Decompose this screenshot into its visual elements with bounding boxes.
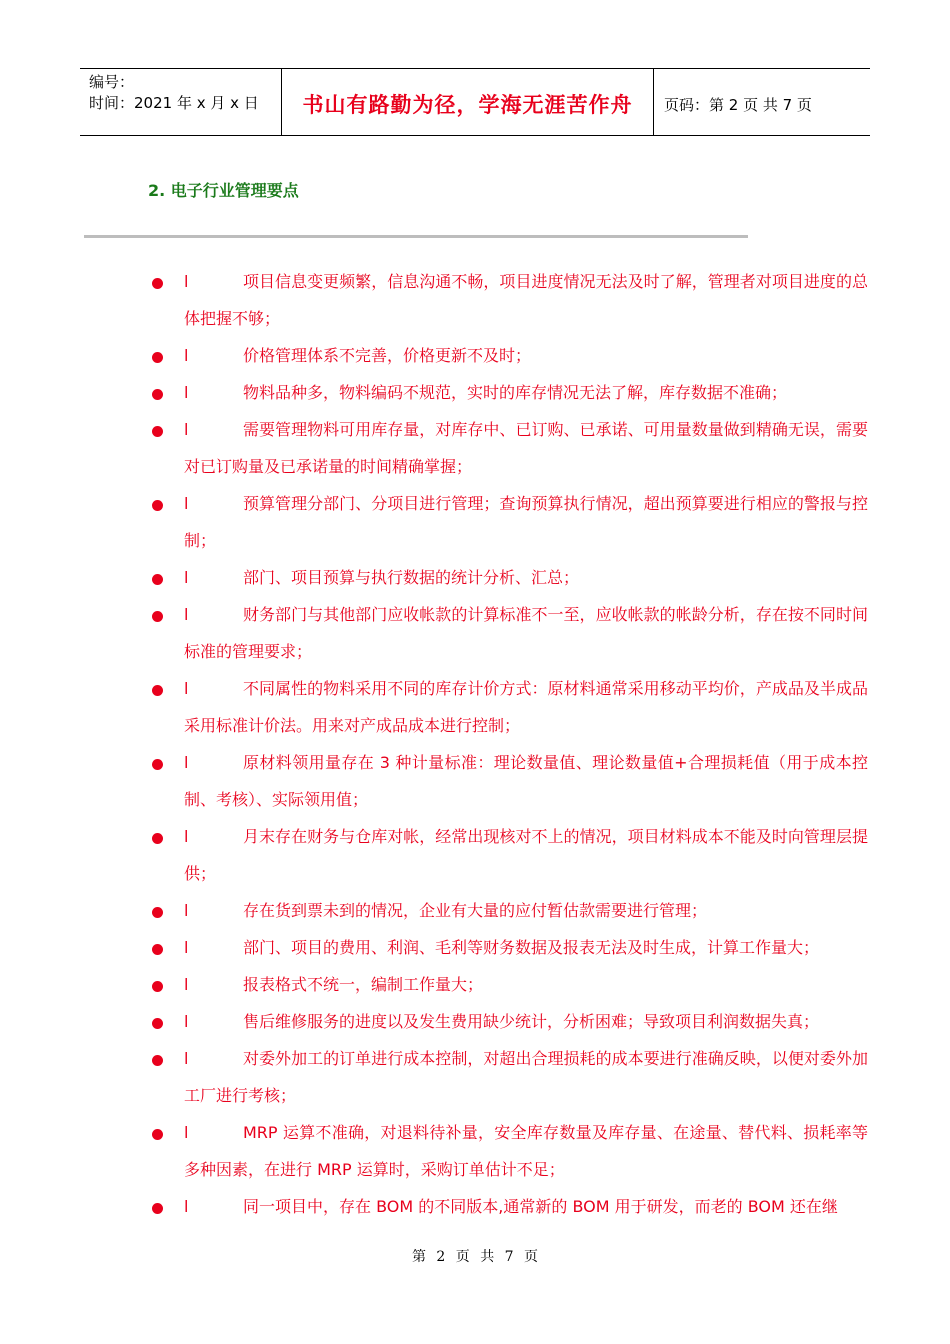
bullet-dot-icon — [152, 611, 163, 622]
bullet-dot-icon — [152, 1203, 163, 1214]
bullet-list — [0, 263, 950, 1225]
list-item — [0, 892, 950, 929]
list-item-text: MRP 运算不准确，对退料待补量，安全库存数量及库存量、在途量、替代料、损耗率等多种因素，在进行 MRP 运算时，采购订单估计不足； — [184, 1123, 868, 1179]
list-item-marker: l — [184, 568, 189, 587]
list-item-text: 同一项目中，存在 BOM 的不同版本,通常新的 BOM 用于研发，而老的 BOM 还在继 — [243, 1197, 838, 1216]
list-item-text: 项目信息变更频繁，信息沟通不畅，项目进度情况无法及时了解，管理者对项目进度的总体把握不够； — [184, 272, 868, 328]
list-item — [0, 1188, 950, 1225]
list-item-text: 月末存在财务与仓库对帐，经常出现核对不上的情况，项目材料成本不能及时向管理层提供； — [184, 827, 868, 883]
list-item-marker: l — [184, 420, 189, 439]
list-item-text: 原材料领用量存在 3 种计量标准：理论数量值、理论数量值+合理损耗值（用于成本控制、考核）、实际领用值； — [184, 753, 868, 809]
bullet-dot-icon — [152, 981, 163, 992]
list-item-text: 需要管理物料可用库存量，对库存中、已订购、已承诺、可用量数量做到精确无误，需要对已订购量及已承诺量的时间精确掌握； — [184, 420, 868, 476]
list-item-marker: l — [184, 975, 189, 994]
list-item-text: 报表格式不统一，编制工作量大； — [243, 975, 484, 994]
list-item-text: 存在货到票未到的情况，企业有大量的应付暂估款需要进行管理； — [243, 901, 708, 920]
bullet-dot-icon — [152, 500, 163, 511]
list-item-marker: l — [184, 1012, 189, 1031]
list-item — [0, 374, 950, 411]
list-item — [0, 337, 950, 374]
list-item — [0, 744, 950, 818]
bullet-dot-icon — [152, 1129, 163, 1140]
list-item — [0, 559, 950, 596]
list-item-text: 财务部门与其他部门应收帐款的计算标准不一至，应收帐款的帐龄分析，存在按不同时间标准的管理要求； — [184, 605, 868, 661]
header-page-info: 页码：第 2 页 共 7 页 — [664, 95, 812, 114]
page-footer: 第 2 页 共 7 页 — [411, 1249, 539, 1265]
bullet-dot-icon — [152, 352, 163, 363]
page-header — [80, 68, 870, 136]
list-item — [0, 670, 950, 744]
list-item-marker: l — [184, 383, 189, 402]
list-item-text: 物料品种多，物料编码不规范，实时的库存情况无法了解，库存数据不准确； — [243, 383, 788, 402]
list-item-text: 部门、项目的费用、利润、毛利等财务数据及报表无法及时生成，计算工作量大； — [243, 938, 820, 957]
header-meta — [80, 69, 282, 135]
list-item-text: 不同属性的物料采用不同的库存计价方式：原材料通常采用移动平均价，产成品及半成品采用标准计价法。用来对产成品成本进行控制； — [184, 679, 868, 735]
list-item-marker: l — [184, 494, 189, 513]
bullet-dot-icon — [152, 389, 163, 400]
bullet-dot-icon — [152, 759, 163, 770]
document-number-label: 编号： — [89, 73, 135, 91]
list-item-marker: l — [184, 272, 189, 291]
list-item-text: 售后维修服务的进度以及发生费用缺少统计，分析困难；导致项目利润数据失真； — [243, 1012, 820, 1031]
list-item-marker: l — [184, 346, 189, 365]
bullet-dot-icon — [152, 685, 163, 696]
list-item — [0, 411, 950, 485]
list-item — [0, 966, 950, 1003]
list-item-marker: l — [184, 1049, 189, 1068]
list-item-marker: l — [184, 1123, 189, 1142]
section-title: 2. 电子行业管理要点 — [148, 181, 299, 200]
header-motto: 书山有路勤为径，学海无涯苦作舟 — [282, 69, 654, 135]
list-item-marker: l — [184, 827, 189, 846]
bullet-dot-icon — [152, 833, 163, 844]
list-item — [0, 818, 950, 892]
list-item-marker: l — [184, 753, 189, 772]
bullet-dot-icon — [152, 1055, 163, 1066]
list-item-text: 部门、项目预算与执行数据的统计分析、汇总； — [243, 568, 580, 587]
list-item — [0, 596, 950, 670]
section-divider — [84, 235, 748, 238]
bullet-dot-icon — [152, 278, 163, 289]
list-item — [0, 1040, 950, 1114]
list-item-text: 价格管理体系不完善，价格更新不及时； — [243, 346, 532, 365]
list-item-marker: l — [184, 938, 189, 957]
document-date: 时间：2021 年 x 月 x 日 — [89, 94, 259, 112]
bullet-dot-icon — [152, 574, 163, 585]
list-item — [0, 929, 950, 966]
bullet-dot-icon — [152, 1018, 163, 1029]
list-item-marker: l — [184, 605, 189, 624]
list-item-marker: l — [184, 901, 189, 920]
list-item-marker: l — [184, 679, 189, 698]
list-item — [0, 1003, 950, 1040]
bullet-dot-icon — [152, 944, 163, 955]
bullet-dot-icon — [152, 426, 163, 437]
list-item — [0, 263, 950, 337]
list-item — [0, 1114, 950, 1188]
bullet-dot-icon — [152, 907, 163, 918]
list-item — [0, 485, 950, 559]
list-item-text: 对委外加工的订单进行成本控制，对超出合理损耗的成本要进行准确反映，以便对委外加工厂进行考核； — [184, 1049, 868, 1105]
list-item-marker: l — [184, 1197, 189, 1216]
list-item-text: 预算管理分部门、分项目进行管理；查询预算执行情况，超出预算要进行相应的警报与控制； — [184, 494, 868, 550]
